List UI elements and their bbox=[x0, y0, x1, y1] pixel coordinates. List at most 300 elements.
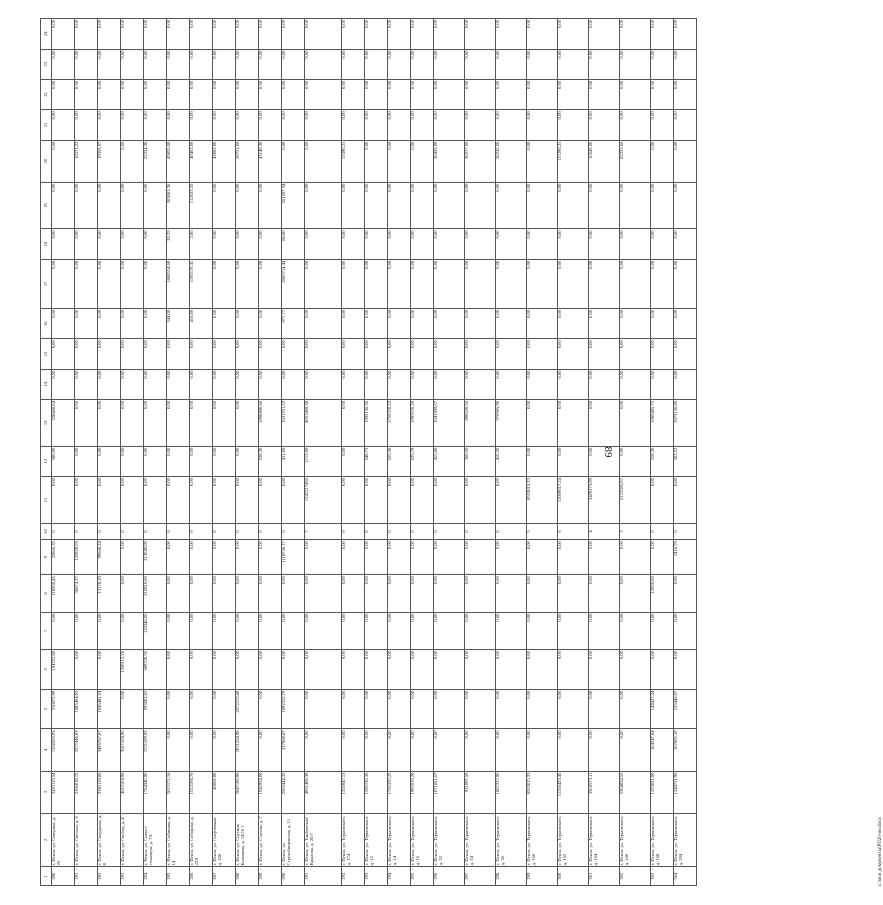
column-header: 1 bbox=[41, 867, 52, 886]
value-cell: 1755370,22 bbox=[388, 400, 411, 447]
value-cell: 0,00 bbox=[674, 79, 697, 109]
value-cell: 0,00 bbox=[259, 729, 282, 771]
value-cell: 11009017,24 bbox=[558, 477, 589, 524]
table-row bbox=[213, 19, 236, 886]
row-index-cell: 287 bbox=[213, 867, 236, 886]
value-cell: 310672,99 bbox=[52, 689, 75, 729]
value-cell: 0,00 bbox=[167, 369, 190, 399]
column-header: 4 bbox=[41, 729, 52, 771]
value-cell: 0,00 bbox=[434, 19, 465, 50]
table-row bbox=[305, 19, 342, 886]
value-cell: 0,00 bbox=[144, 182, 167, 229]
value-cell: 0,00 bbox=[98, 19, 121, 50]
value-cell: 0,00 bbox=[259, 369, 282, 399]
value-cell: 1942954,00 bbox=[259, 771, 282, 813]
value-cell: 0,00 bbox=[411, 79, 434, 109]
value-cell: 0,00 bbox=[75, 110, 98, 140]
value-cell: 0,00 bbox=[674, 229, 697, 259]
value-cell: 0,00 bbox=[121, 182, 144, 229]
value-cell: 0,00 bbox=[496, 19, 527, 50]
value-cell: 0,00 bbox=[651, 49, 674, 79]
value-cell: 0,00 bbox=[365, 308, 388, 338]
value-cell: 0,00 bbox=[411, 575, 434, 612]
value-cell: 0,00 bbox=[589, 400, 620, 447]
address-cell: г. Пенза, ул. Спортивная, д. 100 bbox=[213, 813, 236, 867]
value-cell: 0,00 bbox=[342, 650, 365, 690]
value-cell: 0,00 bbox=[365, 79, 388, 109]
value-cell: 0,00 bbox=[342, 612, 365, 649]
value-cell: 0,00 bbox=[527, 650, 558, 690]
value-cell: 0,00 bbox=[236, 612, 259, 649]
value-cell: 0,00 bbox=[167, 446, 190, 476]
value-cell: 0,00 bbox=[190, 540, 213, 575]
value-cell: 0,00 bbox=[213, 540, 236, 575]
value-cell: 0,00 bbox=[558, 259, 589, 308]
column-header: 7 bbox=[41, 612, 52, 649]
value-cell: 69751,00 bbox=[236, 140, 259, 182]
value-cell: 1085485,75 bbox=[651, 400, 674, 447]
value-cell: 0,00 bbox=[651, 477, 674, 524]
value-cell: 3381119,60 bbox=[98, 771, 121, 813]
value-cell: 0,00 bbox=[213, 575, 236, 612]
value-cell: 0,00 bbox=[388, 540, 411, 575]
value-cell: 0 bbox=[98, 523, 121, 539]
table-row bbox=[620, 19, 651, 886]
value-cell: 0,00 bbox=[342, 400, 365, 447]
value-cell: 0,00 bbox=[388, 140, 411, 182]
table-row bbox=[52, 19, 75, 886]
value-cell: 0 bbox=[365, 523, 388, 539]
value-cell: 0,00 bbox=[75, 229, 98, 259]
value-cell: 0,00 bbox=[651, 540, 674, 575]
value-cell: 0,00 bbox=[75, 612, 98, 649]
value-cell: 1688514,60 bbox=[167, 259, 190, 308]
value-cell: 4051408,38 bbox=[305, 400, 342, 447]
value-cell: 0,00 bbox=[365, 19, 388, 50]
value-cell: 0,00 bbox=[167, 575, 190, 612]
value-cell: 0,00 bbox=[651, 182, 674, 229]
row-index-cell: 292 bbox=[342, 867, 365, 886]
value-cell: 0,00 bbox=[213, 308, 236, 338]
value-cell: 0,00 bbox=[213, 49, 236, 79]
value-cell: 1755370,22 bbox=[388, 771, 411, 813]
column-header: 17 bbox=[41, 259, 52, 308]
value-cell: 0,00 bbox=[75, 650, 98, 690]
value-cell: 0,00 bbox=[651, 79, 674, 109]
address-cell: г. Пенза, ул. Терновского, д. 32 bbox=[434, 813, 465, 867]
value-cell: 0 bbox=[259, 523, 282, 539]
value-cell: 12920,00 bbox=[651, 575, 674, 612]
value-cell: 977,77 bbox=[282, 308, 305, 338]
value-cell: 0,00 bbox=[213, 689, 236, 729]
value-cell: 0,00 bbox=[527, 110, 558, 140]
value-cell: 0,00 bbox=[282, 369, 305, 399]
file-path-footer: c:\мои документы\РП20-ии.docx bbox=[878, 817, 883, 886]
value-cell: 0,00 bbox=[365, 575, 388, 612]
value-cell: 0,00 bbox=[527, 339, 558, 369]
value-cell: 2065714,44 bbox=[282, 259, 305, 308]
value-cell: 0,00 bbox=[496, 49, 527, 79]
value-cell: 0,00 bbox=[236, 400, 259, 447]
value-cell: 0,00 bbox=[167, 540, 190, 575]
value-cell: 0,00 bbox=[434, 182, 465, 229]
address-cell: г. Пенза, ул. Терновского, д. 160 bbox=[527, 813, 558, 867]
value-cell: 0,00 bbox=[259, 79, 282, 109]
value-cell: 0,00 bbox=[190, 612, 213, 649]
value-cell: 228460,04 bbox=[52, 400, 75, 447]
address-cell: г. Пенза, ул. Северная, д. 26 bbox=[52, 813, 75, 867]
value-cell: 0,00 bbox=[52, 259, 75, 308]
value-cell: 0,00 bbox=[75, 446, 98, 476]
value-cell: 43148,30 bbox=[259, 140, 282, 182]
value-cell: 0,00 bbox=[52, 19, 75, 50]
value-cell: 0,00 bbox=[52, 308, 75, 338]
column-header: 19 bbox=[41, 182, 52, 229]
address-cell: г. Пенза, ул. Терновского, д. 204 bbox=[674, 813, 697, 867]
address-cell: г. Пенза, ул. Соборная, д. 23А bbox=[190, 813, 213, 867]
value-cell: 0,00 bbox=[305, 49, 342, 79]
table-row bbox=[342, 19, 365, 886]
value-cell: 0,00 bbox=[121, 400, 144, 447]
value-cell: 6 bbox=[558, 523, 589, 539]
value-cell: 0,00 bbox=[465, 575, 496, 612]
value-cell: 1195119,41 bbox=[190, 259, 213, 308]
column-header: 18 bbox=[41, 229, 52, 259]
value-cell: 0,00 bbox=[388, 259, 411, 308]
value-cell: 0,00 bbox=[558, 110, 589, 140]
address-cell: г. Пенза, ул. Терновского, д. 174 bbox=[342, 813, 365, 867]
value-cell: 1997670,20 bbox=[411, 771, 434, 813]
value-cell: 0,00 bbox=[342, 308, 365, 338]
value-cell: 0,00 bbox=[651, 110, 674, 140]
table-row bbox=[465, 19, 496, 886]
value-cell: 0,00 bbox=[167, 19, 190, 50]
value-cell: 360,50 bbox=[465, 446, 496, 476]
value-cell: 0,00 bbox=[75, 339, 98, 369]
value-cell: 0,00 bbox=[465, 259, 496, 308]
value-cell: 0,00 bbox=[305, 540, 342, 575]
value-cell: 318,30 bbox=[651, 446, 674, 476]
value-cell: 0,00 bbox=[465, 477, 496, 524]
value-cell: 0,00 bbox=[365, 140, 388, 182]
value-cell: 0,00 bbox=[388, 575, 411, 612]
value-cell: 0,00 bbox=[213, 477, 236, 524]
value-cell: 0,00 bbox=[52, 182, 75, 229]
row-index-cell: 280 bbox=[52, 867, 75, 886]
value-cell: 0,00 bbox=[213, 650, 236, 690]
value-cell: 0,00 bbox=[465, 339, 496, 369]
value-cell: 0,00 bbox=[190, 369, 213, 399]
value-cell: 689720,50 bbox=[144, 650, 167, 690]
value-cell: 0,00 bbox=[651, 19, 674, 50]
value-cell: 0,00 bbox=[527, 729, 558, 771]
value-cell: 0,00 bbox=[434, 49, 465, 79]
value-cell: 0,00 bbox=[388, 729, 411, 771]
value-cell: 0,00 bbox=[558, 540, 589, 575]
value-cell: 0,00 bbox=[388, 308, 411, 338]
address-cell: г. Пенза, ул. Стасова, д. 7 bbox=[259, 813, 282, 867]
value-cell: 0,00 bbox=[121, 612, 144, 649]
value-cell: 0,00 bbox=[558, 729, 589, 771]
value-cell: 0,00 bbox=[167, 79, 190, 109]
value-cell: 0,00 bbox=[465, 229, 496, 259]
value-cell: 0,00 bbox=[365, 689, 388, 729]
table-row bbox=[496, 19, 527, 886]
value-cell: 0,00 bbox=[651, 259, 674, 308]
value-cell: 0,00 bbox=[434, 308, 465, 338]
address-cell: г. Пенза, ул. Собинова, д. 14 bbox=[167, 813, 190, 867]
value-cell: 0,00 bbox=[388, 182, 411, 229]
value-cell: 0,00 bbox=[651, 140, 674, 182]
value-cell: 0,00 bbox=[365, 612, 388, 649]
value-cell: 302,32 bbox=[674, 446, 697, 476]
value-cell: 0,00 bbox=[558, 339, 589, 369]
value-cell: 0,00 bbox=[465, 729, 496, 771]
value-cell: 0,00 bbox=[98, 339, 121, 369]
value-cell: 0,00 bbox=[259, 540, 282, 575]
column-header: 9 bbox=[41, 540, 52, 575]
value-cell: 0,00 bbox=[236, 308, 259, 338]
value-cell: 0,00 bbox=[98, 400, 121, 447]
value-cell: 1338115,26 bbox=[121, 650, 144, 690]
value-cell: 104347,04 bbox=[651, 729, 674, 771]
value-cell: 0,00 bbox=[674, 308, 697, 338]
value-cell: 118240,06 bbox=[144, 612, 167, 649]
value-cell: 1071851,67 bbox=[434, 771, 465, 813]
value-cell: 0,00 bbox=[213, 110, 236, 140]
value-cell: 0,00 bbox=[365, 650, 388, 690]
value-cell: 0,00 bbox=[674, 369, 697, 399]
value-cell: 0,00 bbox=[496, 229, 527, 259]
value-cell: 416,00 bbox=[190, 308, 213, 338]
row-index-cell: 285 bbox=[167, 867, 190, 886]
value-cell: 0 bbox=[651, 523, 674, 539]
value-cell: 0,00 bbox=[465, 110, 496, 140]
table-row bbox=[434, 19, 465, 886]
value-cell: 43855,00 bbox=[167, 140, 190, 182]
table-row bbox=[651, 19, 674, 886]
value-cell: 0,00 bbox=[342, 477, 365, 524]
value-cell: 0,00 bbox=[388, 689, 411, 729]
value-cell: 0,00 bbox=[144, 308, 167, 338]
value-cell: 1595136,36 bbox=[365, 400, 388, 447]
value-cell: 0,00 bbox=[465, 79, 496, 109]
value-cell: 0,00 bbox=[388, 650, 411, 690]
value-cell: 0,00 bbox=[259, 308, 282, 338]
value-cell: 0,00 bbox=[434, 259, 465, 308]
value-cell: 0,00 bbox=[121, 19, 144, 50]
value-cell: 0,00 bbox=[98, 259, 121, 308]
value-cell: 194353,80 bbox=[52, 650, 75, 690]
value-cell: 0,00 bbox=[527, 369, 558, 399]
value-cell: 0,00 bbox=[282, 49, 305, 79]
table-row bbox=[144, 19, 167, 886]
value-cell: 0,00 bbox=[589, 182, 620, 229]
value-cell: 0,00 bbox=[305, 612, 342, 649]
address-cell: г. Пенза, ул. Терновского, д. 12 bbox=[365, 813, 388, 867]
column-header: 2 bbox=[41, 813, 52, 867]
value-cell: 0,00 bbox=[527, 19, 558, 50]
value-cell: 0,00 bbox=[98, 110, 121, 140]
value-cell: 976985,90 bbox=[496, 400, 527, 447]
value-cell: 1631251,22 bbox=[282, 400, 305, 447]
value-cell: 0,00 bbox=[213, 612, 236, 649]
value-cell: 215910,00 bbox=[144, 575, 167, 612]
value-cell: 88,00 bbox=[282, 229, 305, 259]
value-cell: 2,86 bbox=[190, 229, 213, 259]
value-cell: 0,00 bbox=[52, 49, 75, 79]
value-cell: 0,00 bbox=[167, 110, 190, 140]
data-table bbox=[40, 18, 697, 886]
value-cell: 0,00 bbox=[527, 79, 558, 109]
value-cell: 0,00 bbox=[282, 110, 305, 140]
value-cell: 0,00 bbox=[434, 229, 465, 259]
value-cell: 0,00 bbox=[236, 229, 259, 259]
header-row bbox=[41, 19, 52, 886]
value-cell: 0,00 bbox=[342, 259, 365, 308]
value-cell: 0,00 bbox=[259, 182, 282, 229]
value-cell: 0,00 bbox=[342, 689, 365, 729]
address-cell: г. Пенза, ул. Спутник Калинина, д. 14/10 1 bbox=[236, 813, 259, 867]
value-cell: 0,00 bbox=[465, 19, 496, 50]
value-cell: 0,00 bbox=[282, 477, 305, 524]
value-cell: 0,00 bbox=[282, 79, 305, 109]
value-cell: 0,00 bbox=[342, 729, 365, 771]
value-cell: 0,00 bbox=[527, 308, 558, 338]
column-header: 15 bbox=[41, 339, 52, 369]
value-cell: 0,00 bbox=[620, 49, 651, 79]
value-cell: 1754340,90 bbox=[144, 771, 167, 813]
value-cell: 0,00 bbox=[558, 400, 589, 447]
value-cell: 1512194,76 bbox=[190, 771, 213, 813]
value-cell: 0,00 bbox=[388, 369, 411, 399]
value-cell: 1416,76 bbox=[674, 540, 697, 575]
value-cell: 0,00 bbox=[75, 369, 98, 399]
value-cell: 1997670,20 bbox=[411, 400, 434, 447]
value-cell: 117290,21 bbox=[558, 140, 589, 182]
value-cell: 0,00 bbox=[434, 650, 465, 690]
value-cell: 0,00 bbox=[121, 369, 144, 399]
row-index-cell: 301 bbox=[589, 867, 620, 886]
address-cell: г. Пенза, ул. Светлая, д. 6 bbox=[75, 813, 98, 867]
column-header: 14 bbox=[41, 369, 52, 399]
value-cell: 0,00 bbox=[411, 729, 434, 771]
value-cell: 921097,56 bbox=[465, 771, 496, 813]
row-index-cell: 297 bbox=[465, 867, 496, 886]
value-cell: 2503444,32 bbox=[282, 771, 305, 813]
address-cell: г. Пенза, ул. Терновского, д. 14 bbox=[388, 813, 411, 867]
value-cell: 0,00 bbox=[121, 308, 144, 338]
value-cell: 0,00 bbox=[651, 369, 674, 399]
value-cell: 0,00 bbox=[144, 400, 167, 447]
value-cell: 0,00 bbox=[674, 477, 697, 524]
value-cell: 0,00 bbox=[98, 612, 121, 649]
value-cell: 0,00 bbox=[75, 79, 98, 109]
address-cell: г. Пенза, ул. Терновского, д. 166 bbox=[620, 813, 651, 867]
value-cell: 0,00 bbox=[527, 689, 558, 729]
value-cell: 1242217436 bbox=[305, 477, 342, 524]
value-cell: 0,00 bbox=[305, 140, 342, 182]
column-header: 5 bbox=[41, 689, 52, 729]
value-cell: 625,30 bbox=[388, 446, 411, 476]
value-cell: 0,00 bbox=[465, 182, 496, 229]
value-cell: 0,00 bbox=[190, 400, 213, 447]
value-cell: 0,00 bbox=[388, 110, 411, 140]
value-cell: 40462,00 bbox=[190, 140, 213, 182]
table-row bbox=[259, 19, 282, 886]
value-cell: 0,00 bbox=[342, 446, 365, 476]
table-row bbox=[411, 19, 434, 886]
value-cell: 1898490,60 bbox=[259, 400, 282, 447]
value-cell: 0,00 bbox=[213, 446, 236, 476]
value-cell: 0,00 bbox=[365, 540, 388, 575]
value-cell: 0,00 bbox=[620, 446, 651, 476]
table-row bbox=[121, 19, 144, 886]
value-cell: 4 bbox=[589, 523, 620, 539]
rotated-table-area bbox=[40, 18, 883, 886]
value-cell: 0,00 bbox=[527, 575, 558, 612]
value-cell: 0,00 bbox=[259, 575, 282, 612]
value-cell: 0,00 bbox=[388, 477, 411, 524]
table-row bbox=[75, 19, 98, 886]
value-cell: 0,00 bbox=[144, 110, 167, 140]
value-cell: 0,00 bbox=[305, 19, 342, 50]
value-cell: 125928,63 bbox=[75, 540, 98, 575]
value-cell: 0,00 bbox=[259, 339, 282, 369]
value-cell: 0,00 bbox=[259, 19, 282, 50]
value-cell: 0,00 bbox=[365, 182, 388, 229]
value-cell: 0,00 bbox=[98, 369, 121, 399]
row-index-cell: 299 bbox=[527, 867, 558, 886]
value-cell: 0,00 bbox=[411, 339, 434, 369]
value-cell: 0,00 bbox=[190, 689, 213, 729]
value-cell: 5122585,87 bbox=[620, 477, 651, 524]
value-cell: 0,00 bbox=[411, 19, 434, 50]
value-cell: 0,00 bbox=[190, 19, 213, 50]
table-row bbox=[190, 19, 213, 886]
value-cell: 22866,35 bbox=[52, 540, 75, 575]
value-cell: 0,00 bbox=[620, 612, 651, 649]
value-cell: 0,00 bbox=[527, 229, 558, 259]
value-cell: 0,00 bbox=[190, 650, 213, 690]
value-cell: 0,00 bbox=[620, 729, 651, 771]
value-cell: 0,00 bbox=[496, 308, 527, 338]
value-cell: 0,00 bbox=[75, 182, 98, 229]
column-header: 13 bbox=[41, 400, 52, 447]
value-cell: 213049,09 bbox=[144, 540, 167, 575]
row-index-cell: 300 bbox=[558, 867, 589, 886]
value-cell: 0,00 bbox=[558, 650, 589, 690]
value-cell: 1118736,17 bbox=[282, 540, 305, 575]
value-cell: 0,00 bbox=[434, 79, 465, 109]
value-cell: 112633,35 bbox=[190, 182, 213, 229]
value-cell: 0,00 bbox=[190, 110, 213, 140]
value-cell: 0,00 bbox=[496, 259, 527, 308]
value-cell: 1244731,96 bbox=[674, 771, 697, 813]
value-cell: 0,00 bbox=[144, 19, 167, 50]
value-cell: 0,00 bbox=[259, 110, 282, 140]
value-cell: 0 bbox=[75, 523, 98, 539]
value-cell: 0,00 bbox=[144, 477, 167, 524]
column-header: 20 bbox=[41, 140, 52, 182]
address-cell: г. Пенза, ул. Терновского, д. 162 bbox=[558, 813, 589, 867]
value-cell: 0,00 bbox=[365, 729, 388, 771]
value-cell: 3166018,15 bbox=[75, 771, 98, 813]
address-cell: г. Пенза, ул. Терновского, д. 34 bbox=[465, 813, 496, 867]
value-cell: 0,00 bbox=[75, 259, 98, 308]
value-cell: 0,00 bbox=[342, 229, 365, 259]
value-cell: 0,00 bbox=[52, 140, 75, 182]
